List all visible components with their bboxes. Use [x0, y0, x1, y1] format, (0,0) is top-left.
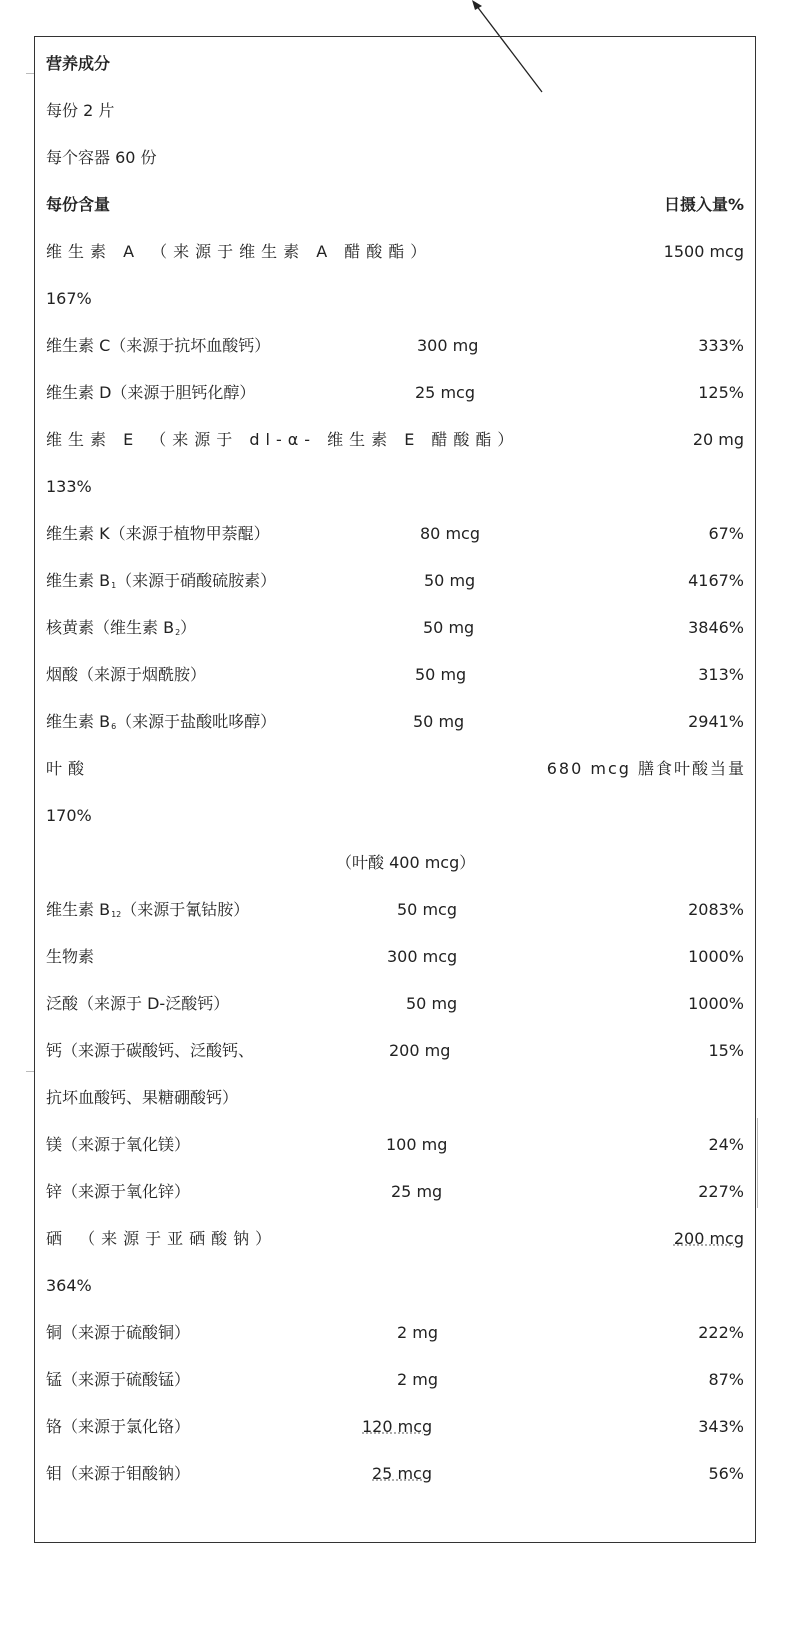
nutrient-row [0, 849, 790, 877]
nutrient-amount: 300 mcg [387, 947, 458, 966]
nutrient-name: 维生素 C（来源于抗坏血酸钙） [46, 336, 271, 355]
nutrient-amount: 50 mg [406, 994, 458, 1013]
nutrient-name: 核黄素（维生素 $B_2$） [46, 618, 197, 637]
nutrient-row [0, 1366, 790, 1394]
nutrient-name-continued: 抗坏血酸钙、果糖硼酸钙） [46, 1088, 239, 1107]
nutrient-name: 锌（来源于氧化锌） [46, 1182, 191, 1201]
nutrient-name: 镁（来源于氧化镁） [46, 1135, 191, 1154]
servings-per-container-row [0, 144, 790, 172]
nutrient-daily-value: 67% [708, 524, 744, 543]
margin-mark [26, 1071, 34, 1072]
nutrient-row [0, 1178, 790, 1206]
nutrient-amount: 20 mg [692, 430, 744, 449]
nutrient-amount: 1500 mcg [663, 242, 744, 261]
nutrient-name: 维生素 $B_6$（来源于盐酸吡哆醇） [46, 712, 277, 731]
nutrient-row [0, 332, 790, 360]
nutrient-amount: 300 mg [417, 336, 479, 355]
nutrient-row [0, 520, 790, 548]
nutrient-amount: 50 mg [415, 665, 467, 684]
nutrient-daily-value: 364% [46, 1276, 92, 1295]
nutrient-row [0, 1225, 790, 1253]
daily-value-column-header: 日摄入量% [663, 195, 744, 214]
nutrient-daily-value: 333% [698, 336, 744, 355]
serving-size: 每份 2 片 [46, 101, 115, 120]
nutrient-row [0, 1131, 790, 1159]
nutrient-name: 泛酸（来源于 D-泛酸钙） [46, 994, 230, 1013]
nutrient-name: 硒 （来源于亚硒酸钠） [46, 1229, 278, 1248]
column-header-row [0, 191, 790, 219]
nutrient-name: 叶酸 [46, 759, 91, 778]
nutrient-row [0, 1037, 790, 1065]
nutrient-daily-value: 24% [708, 1135, 744, 1154]
nutrient-amount: 25 mcg [372, 1464, 432, 1483]
nutrient-daily-value: 227% [698, 1182, 744, 1201]
nutrient-row [0, 426, 790, 454]
nutrient-name: 维生素 K（来源于植物甲萘醌） [46, 524, 270, 543]
nutrient-name: 铜（来源于硫酸铜） [46, 1323, 191, 1342]
nutrient-name: 维生素 E （来源于 dl-α- 维生素 E 醋酸酯） [46, 430, 520, 449]
nutrient-name: 烟酸（来源于烟酰胺） [46, 665, 207, 684]
nutrient-row [0, 896, 790, 924]
panel-title: 营养成分 [46, 54, 111, 73]
servings-per-container: 每个容器 60 份 [46, 148, 157, 167]
nutrient-name: 锰（来源于硫酸锰） [46, 1370, 191, 1389]
nutrient-amount: 100 mg [386, 1135, 448, 1154]
nutrient-row [0, 708, 790, 736]
nutrient-row [0, 661, 790, 689]
nutrient-amount: 50 mg [424, 571, 476, 590]
nutrient-note: （叶酸 400 mcg） [336, 853, 476, 872]
nutrient-daily-value: 167% [46, 289, 92, 308]
nutrient-name: 维生素 $B_{12}$（来源于氰钴胺） [46, 900, 250, 919]
nutrient-amount: 80 mcg [420, 524, 480, 543]
nutrient-amount: 2 mg [397, 1370, 439, 1389]
nutrient-row [0, 238, 790, 266]
nutrient-row [0, 802, 790, 830]
nutrient-amount: 50 mcg [397, 900, 457, 919]
nutrient-row [0, 1084, 790, 1112]
nutrient-row [0, 943, 790, 971]
nutrient-name: 铬（来源于氯化铬） [46, 1417, 191, 1436]
nutrient-daily-value: 313% [698, 665, 744, 684]
nutrient-daily-value: 2083% [688, 900, 744, 919]
nutrient-daily-value: 2941% [688, 712, 744, 731]
nutrient-name: 维生素 $B_1$（来源于硝酸硫胺素） [46, 571, 277, 590]
nutrient-amount: 200 mg [389, 1041, 451, 1060]
nutrient-amount: 25 mg [391, 1182, 443, 1201]
nutrient-row [0, 1460, 790, 1488]
nutrient-daily-value: 1000% [688, 994, 744, 1013]
nutrient-row [0, 473, 790, 501]
nutrient-daily-value: 4167% [688, 571, 744, 590]
nutrient-daily-value: 343% [698, 1417, 744, 1436]
amount-column-header: 每份含量 [46, 195, 111, 214]
nutrient-daily-value: 170% [46, 806, 92, 825]
nutrient-row [0, 1272, 790, 1300]
nutrient-amount: 2 mg [397, 1323, 439, 1342]
nutrient-amount: 680 mcg 膳食叶酸当量 [546, 759, 746, 778]
title-row [0, 50, 790, 78]
nutrient-amount: 25 mcg [415, 383, 475, 402]
nutrient-amount: 120 mcg [362, 1417, 433, 1436]
nutrient-daily-value: 125% [698, 383, 744, 402]
nutrient-row [0, 614, 790, 642]
nutrient-row [0, 285, 790, 313]
nutrient-name: 生物素 [46, 947, 95, 966]
nutrient-row [0, 755, 790, 783]
nutrient-amount: 50 mg [413, 712, 465, 731]
nutrient-row [0, 379, 790, 407]
nutrient-row [0, 567, 790, 595]
nutrient-amount: 50 mg [423, 618, 475, 637]
nutrient-row [0, 1413, 790, 1441]
nutrient-row [0, 990, 790, 1018]
nutrient-daily-value: 87% [708, 1370, 744, 1389]
nutrient-row [0, 1319, 790, 1347]
nutrient-name: 钙（来源于碳酸钙、泛酸钙、 [46, 1041, 255, 1060]
nutrient-daily-value: 222% [698, 1323, 744, 1342]
nutrient-name: 维生素 D（来源于胆钙化醇） [46, 383, 256, 402]
nutrient-amount: 200 mcg [673, 1229, 744, 1248]
nutrient-daily-value: 3846% [688, 618, 744, 637]
nutrient-daily-value: 56% [708, 1464, 744, 1483]
serving-size-row [0, 97, 790, 125]
nutrient-name: 维生素 A （来源于维生素 A 醋酸酯） [46, 242, 433, 261]
nutrient-daily-value: 15% [708, 1041, 744, 1060]
nutrient-daily-value: 1000% [688, 947, 744, 966]
nutrient-name: 钼（来源于钼酸钠） [46, 1464, 191, 1483]
nutrient-daily-value: 133% [46, 477, 92, 496]
